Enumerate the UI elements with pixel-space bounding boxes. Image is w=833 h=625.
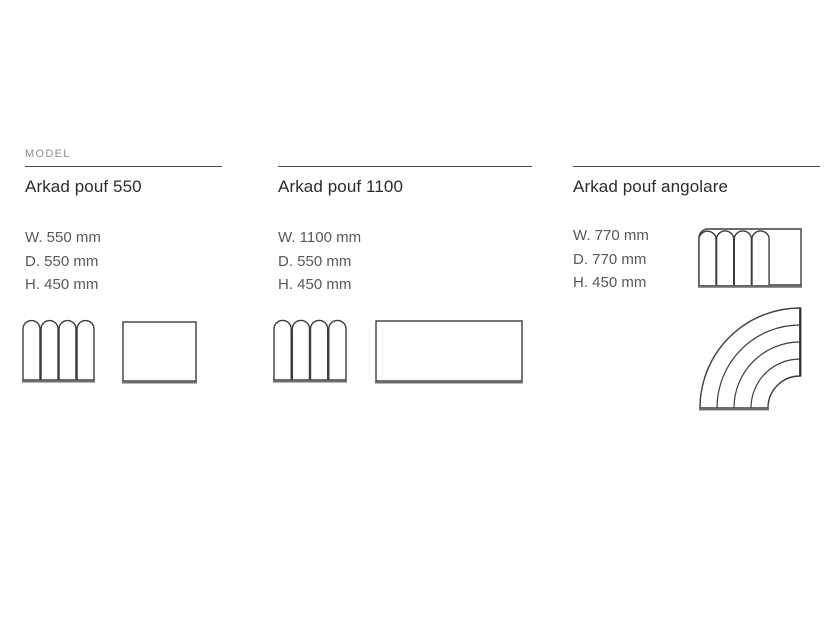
dimension-width: W. 550 mm (25, 229, 101, 246)
model-column-550 (25, 166, 222, 293)
dimension-depth: D. 550 mm (25, 252, 99, 270)
dimension-height: H. 450 mm (278, 276, 352, 293)
dimensions-angolare (573, 224, 649, 295)
dimension-height: H. 450 mm (573, 274, 647, 291)
model-column-1100 (278, 166, 532, 293)
dimension-width: W. 1100 mm (278, 229, 362, 246)
model-column-angolare (573, 166, 820, 291)
top-view-drawing-angolare (696, 304, 804, 412)
product-title-550: Arkad pouf 550 (25, 177, 142, 196)
front-elevation-drawing-angolare (698, 228, 802, 290)
model-section-label: MODEL (25, 148, 71, 160)
front-elevation-drawing-1100 (273, 318, 347, 384)
dimension-depth: D. 770 mm (573, 250, 647, 268)
front-elevation-drawing-550 (22, 318, 95, 384)
top-view-drawing-1100 (375, 320, 523, 385)
dimension-width: W. 770 mm (573, 227, 649, 244)
product-title-angolare: Arkad pouf angolare (573, 177, 729, 196)
dimensions-550 (25, 226, 101, 297)
dimensions-1100 (278, 226, 361, 297)
product-title-1100: Arkad pouf 1100 (278, 177, 403, 196)
dimension-height: H. 450 mm (25, 276, 99, 293)
dimension-depth: D. 550 mm (278, 252, 352, 270)
top-view-drawing-550 (122, 321, 197, 385)
